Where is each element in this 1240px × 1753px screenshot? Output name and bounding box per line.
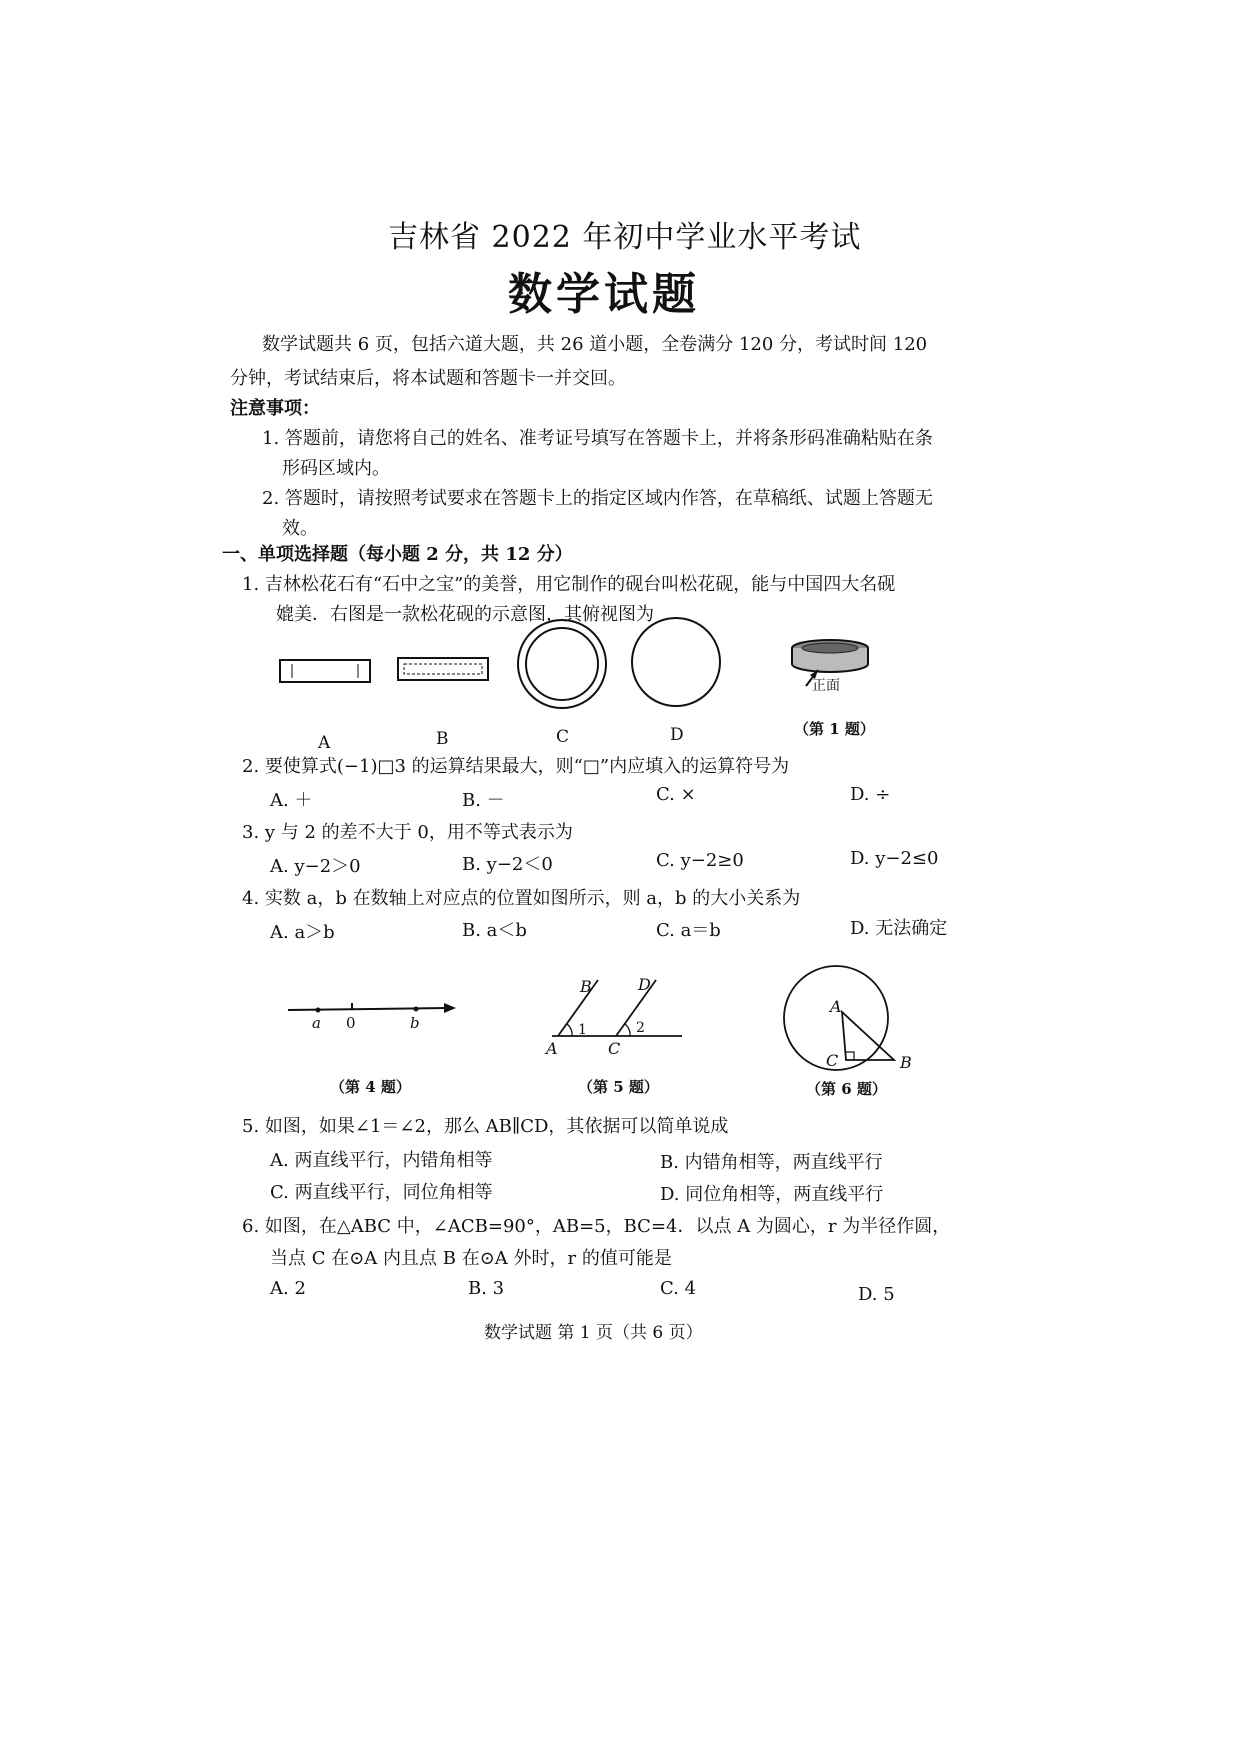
- point-b: [414, 1007, 419, 1012]
- fig6-caption: （第 6 题）: [806, 1080, 887, 1098]
- q6-option-a: A. 2: [270, 1278, 306, 1299]
- note-2-line-2: 效。: [282, 518, 318, 539]
- q1-caption: （第 1 题）: [794, 720, 875, 738]
- q5-option-d: D. 同位角相等，两直线平行: [660, 1184, 884, 1205]
- q3-option-d: D. y−2≤0: [850, 848, 939, 869]
- q3-option-c: C. y−2≥0: [656, 850, 744, 871]
- choice-label-a: A: [318, 733, 331, 753]
- q6-option-c: C. 4: [660, 1278, 697, 1299]
- exam-subtitle: 数学试题: [508, 269, 700, 320]
- q2-option-d: D. ÷: [850, 784, 891, 805]
- q6-option-b: B. 3: [468, 1278, 505, 1299]
- fig4-caption: （第 4 题）: [330, 1078, 411, 1096]
- q5-option-c: C. 两直线平行，同位角相等: [270, 1182, 493, 1203]
- q6-line-1: 6. 如图，在△ABC 中，∠ACB=90°，AB=5，BC=4．以点 A 为圆心，r 为半径作圆，: [242, 1216, 951, 1237]
- q3-option-a: A. y−2＞0: [270, 856, 361, 877]
- exam-title: 吉林省 2022 年初中学业水平考试: [388, 220, 862, 255]
- label-A: A: [546, 1039, 558, 1058]
- q2-option-b: B. －: [462, 790, 505, 811]
- choice-label-b: B: [436, 729, 449, 749]
- angle-1-arc: [567, 1024, 572, 1036]
- parallel-lines-figure: [552, 980, 682, 1036]
- note-2-line-1: 2. 答题时，请按照考试要求在答题卡上的指定区域内作答，在草稿纸、试题上答题无: [262, 488, 933, 509]
- number-line: [288, 1008, 448, 1010]
- q4-stem: 4. 实数 a，b 在数轴上对应点的位置如图所示，则 a，b 的大小关系为: [242, 888, 801, 909]
- label-1: 1: [578, 1022, 587, 1038]
- number-line-figure: [288, 1003, 456, 1013]
- page-footer: 数学试题 第 1 页（共 6 页）: [484, 1323, 703, 1343]
- label-B6: B: [900, 1053, 912, 1072]
- q3-stem: 3. y 与 2 的差不大于 0，用不等式表示为: [242, 822, 573, 843]
- label-C6: C: [826, 1051, 839, 1070]
- right-angle-mark: [846, 1052, 854, 1060]
- circle-triangle-figure: [784, 966, 894, 1070]
- q2-stem: 2. 要使算式(−1)□3 的运算结果最大，则“□”内应填入的运算符号为: [242, 756, 790, 777]
- intro-line-1: 数学试题共 6 页，包括六道大题，共 26 道小题，全卷满分 120 分，考试时间 120: [262, 334, 928, 355]
- q2-option-a: A. ＋: [270, 790, 313, 811]
- q1-line-2: 媲美．右图是一款松花砚的示意图，其俯视图为: [276, 604, 654, 625]
- q1-line-1: 1. 吉林松花石有“石中之宝”的美誉，用它制作的砚台叫松花砚，能与中国四大名砚: [242, 574, 896, 595]
- label-B: B: [580, 977, 592, 996]
- label-zero: 0: [346, 1014, 356, 1032]
- note-1-line-1: 1. 答题前，请您将自己的姓名、准考证号填写在答题卡上，并将条形码准确粘贴在条: [262, 428, 933, 449]
- q4-option-b: B. a＜b: [462, 920, 527, 941]
- q5-option-b: B. 内错角相等，两直线平行: [660, 1152, 883, 1173]
- number-line-arrow: [444, 1003, 456, 1013]
- angle-2-arc: [625, 1024, 630, 1036]
- fig5-caption: （第 5 题）: [578, 1078, 659, 1096]
- q5-stem: 5. 如图，如果∠1＝∠2，那么 AB∥CD，其依据可以简单说成: [242, 1116, 729, 1137]
- point-a: [316, 1008, 321, 1013]
- q4-option-d: D. 无法确定: [850, 918, 948, 939]
- choice-label-c: C: [556, 727, 570, 747]
- notes-heading: 注意事项：: [230, 398, 320, 419]
- label-A6: A: [830, 997, 842, 1016]
- q4-option-a: A. a＞b: [270, 922, 335, 943]
- q5-option-a: A. 两直线平行，内错角相等: [270, 1150, 493, 1171]
- label-C: C: [608, 1039, 621, 1058]
- choice-label-d: D: [670, 725, 684, 745]
- intro-line-2: 分钟，考试结束后，将本试题和答题卡一并交回。: [230, 368, 626, 389]
- label-b: b: [410, 1014, 420, 1032]
- label-2: 2: [636, 1020, 645, 1036]
- number-line-labels: [312, 1014, 420, 1032]
- q4-option-c: C. a＝b: [656, 920, 721, 941]
- q6-option-d: D. 5: [858, 1284, 895, 1305]
- q3-option-b: B. y−2＜0: [462, 854, 553, 875]
- parallel-lines-labels: [544, 975, 651, 1058]
- label-a: a: [312, 1014, 321, 1032]
- q6-line-2: 当点 C 在⊙A 内且点 B 在⊙A 外时，r 的值可能是: [270, 1248, 672, 1269]
- triangle-abc: [842, 1012, 894, 1060]
- section-1-heading: 一、单项选择题（每小题 2 分，共 12 分）: [222, 544, 573, 565]
- front-label: 正面: [812, 678, 840, 694]
- note-1-line-2: 形码区域内。: [282, 458, 390, 479]
- q2-option-c: C. ×: [656, 784, 696, 805]
- label-D: D: [638, 975, 651, 994]
